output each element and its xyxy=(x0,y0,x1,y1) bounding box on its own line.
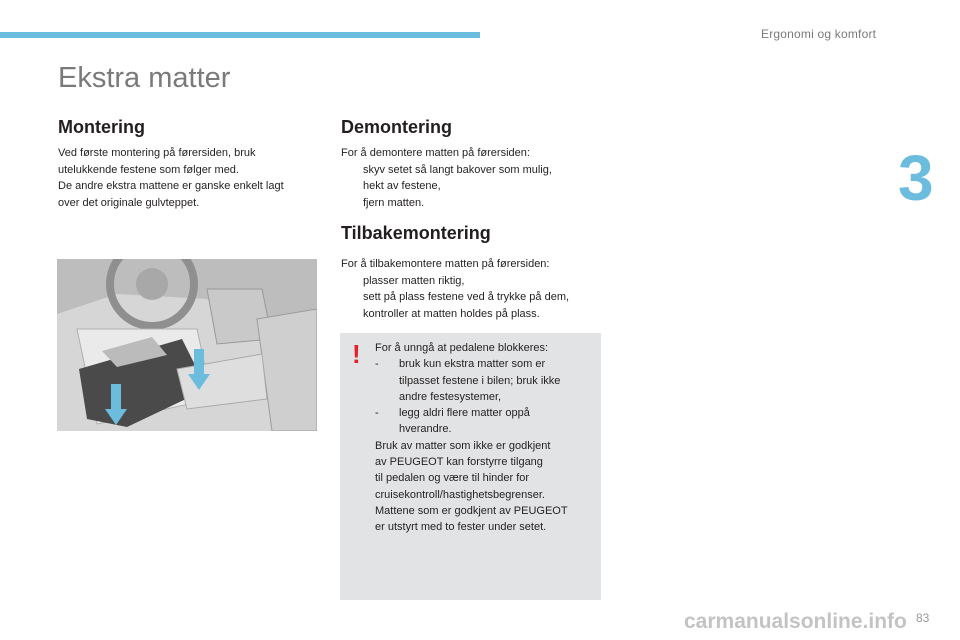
dash-item xyxy=(375,356,597,405)
chapter-number: 3 xyxy=(898,142,934,214)
montering-heading: Montering xyxy=(58,117,145,137)
dash-item xyxy=(375,405,597,438)
list-item: sett på plass festene ved å trykke på dem, xyxy=(363,291,570,303)
car-interior-drawing xyxy=(57,259,317,431)
demontering-steps xyxy=(341,162,621,212)
demontering-heading: Demontering xyxy=(341,117,453,137)
dash-marker: - xyxy=(375,358,379,371)
text-line: andre festesystemer, xyxy=(399,390,502,403)
car-floor-mat-illustration xyxy=(57,259,317,431)
list-item: hekt av festene, xyxy=(363,180,441,192)
notice-intro: For å unngå at pedalene blokkeres: xyxy=(375,342,549,354)
dash-marker: - xyxy=(375,407,379,420)
text-line: over det originale gulvteppet. xyxy=(58,196,200,209)
text-line: av PEUGEOT kan forstyrre tilgang xyxy=(375,456,543,469)
text-line: Bruk av matter som ikke er godkjent xyxy=(375,439,551,452)
notice-text xyxy=(375,340,597,536)
text-line: Mattene som er godkjent av PEUGEOT xyxy=(375,504,568,517)
tilbakemontering-heading: Tilbakemontering xyxy=(341,223,491,243)
tilbakemontering-steps xyxy=(341,273,631,323)
text-line: er utstyrt med to fester under setet. xyxy=(375,521,547,534)
text-line: til pedalen og være til hinder for xyxy=(375,472,530,485)
list-item: skyv setet så langt bakover som mulig, xyxy=(363,163,552,176)
text-line: legg aldri flere matter oppå xyxy=(399,407,530,420)
warning-notice xyxy=(340,333,601,600)
list-item: plasser matten riktig, xyxy=(363,274,465,287)
text-line: hverandre. xyxy=(399,423,452,436)
header-accent-bar xyxy=(0,32,480,38)
page-title: Ekstra matter xyxy=(58,62,231,94)
intro-line: For å tilbakemontere matten på førersiden: xyxy=(341,258,550,270)
text-line: utelukkende festene som følger med. xyxy=(58,163,239,176)
text-line: De andre ekstra mattene er ganske enkelt lagt xyxy=(58,180,284,192)
demontering-text xyxy=(341,145,621,211)
text-line: tilpasset festene i bilen; bruk ikke xyxy=(399,374,561,387)
text-line: bruk kun ekstra matter som er xyxy=(399,358,546,371)
list-item: fjern matten. xyxy=(363,196,425,209)
running-head: Ergonomi og komfort xyxy=(761,27,877,41)
list-item: kontroller at matten holdes på plass. xyxy=(363,307,540,320)
montering-text xyxy=(58,145,328,211)
text-line: Ved første montering på førersiden, bruk xyxy=(58,147,256,159)
watermark: carmanualsonline.info xyxy=(684,610,907,633)
warning-exclamation-icon: ! xyxy=(352,339,361,369)
tilbakemontering-text xyxy=(341,256,631,322)
intro-line: For å demontere matten på førersiden: xyxy=(341,147,530,159)
page-number: 83 xyxy=(916,611,930,625)
text-line: cruisekontroll/hastighetsbegrenser. xyxy=(375,488,545,501)
